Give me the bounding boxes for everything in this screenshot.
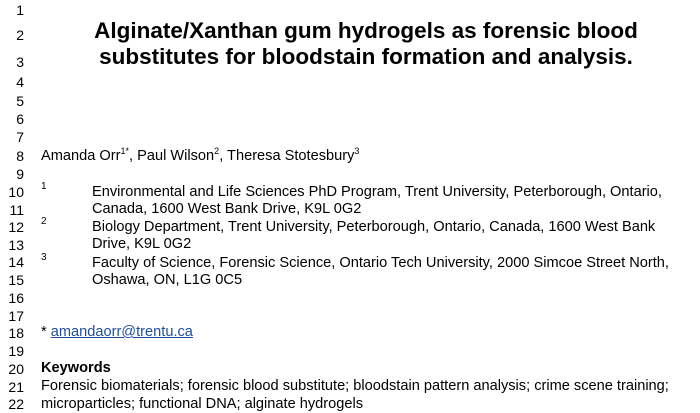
affiliation-text-line: Drive, K9L 0G2: [92, 236, 192, 252]
author-separator: ,: [129, 148, 138, 164]
line-number: 14: [8, 254, 24, 270]
paper-title: [36, 18, 696, 70]
affiliation-number: 1: [41, 181, 47, 192]
keywords-line: Forensic biomaterials; forensic blood substitute; bloodstain pattern analysis; crime scene training;: [41, 378, 669, 394]
line-number: 10: [8, 184, 24, 200]
affiliation-text-line: Canada, 1600 West Bank Drive, K9L 0G2: [92, 201, 362, 217]
affiliation-number: 2: [41, 216, 47, 227]
line-number: 21: [8, 379, 24, 395]
line-number: 2: [16, 27, 24, 43]
line-number: 9: [16, 166, 24, 182]
line-number: 19: [8, 343, 24, 359]
author-name: Theresa Stotesbury: [227, 148, 355, 164]
line-number: 16: [8, 290, 24, 306]
line-number: 1: [16, 2, 24, 18]
affiliation-text-line: Faculty of Science, Forensic Science, Ontario Tech University, 2000 Simcoe Street North,: [92, 255, 669, 271]
affiliation-text-line: Biology Department, Trent University, Peterborough, Ontario, Canada, 1600 West Bank: [92, 219, 656, 235]
keywords-heading: Keywords: [41, 360, 111, 376]
author-affiliation-marker: 1*: [120, 146, 129, 157]
corresponding-author: [41, 324, 193, 340]
line-number: 22: [8, 396, 24, 412]
line-number: 17: [8, 308, 24, 324]
title-line-1: Alginate/Xanthan gum hydrogels as forensic blood: [94, 18, 638, 43]
author-name: Amanda Orr: [41, 148, 121, 164]
author-affiliation-marker: 2: [214, 146, 220, 157]
author-affiliation-marker: 3: [354, 146, 360, 157]
line-number: 18: [8, 325, 24, 341]
line-number: 11: [9, 202, 24, 218]
author-separator: ,: [219, 148, 228, 164]
line-number: 3: [16, 54, 24, 70]
line-number: 8: [16, 148, 24, 164]
corresponding-email-link[interactable]: amandaorr@trentu.ca: [50, 324, 193, 340]
line-number: 5: [16, 93, 24, 109]
affiliation-number: 3: [41, 252, 47, 263]
line-number: 15: [8, 272, 24, 288]
line-number: 12: [8, 219, 24, 235]
keywords-line: microparticles; functional DNA; alginate hydrogels: [41, 396, 364, 412]
title-line-2: substitutes for bloodstain formation and analysis.: [99, 44, 633, 69]
affiliation-text-line: Environmental and Life Sciences PhD Program, Trent University, Peterborough, Ontario,: [92, 184, 662, 200]
line-number: 4: [16, 74, 24, 90]
line-number: 20: [8, 361, 24, 377]
author-name: Paul Wilson: [137, 148, 215, 164]
corresponding-marker: *: [41, 324, 51, 340]
author-list: [41, 148, 359, 164]
line-number: 13: [8, 237, 24, 253]
line-number: 6: [16, 111, 24, 127]
affiliation-text-line: Oshawa, ON, L1G 0C5: [92, 272, 243, 288]
line-number: 7: [16, 129, 24, 145]
